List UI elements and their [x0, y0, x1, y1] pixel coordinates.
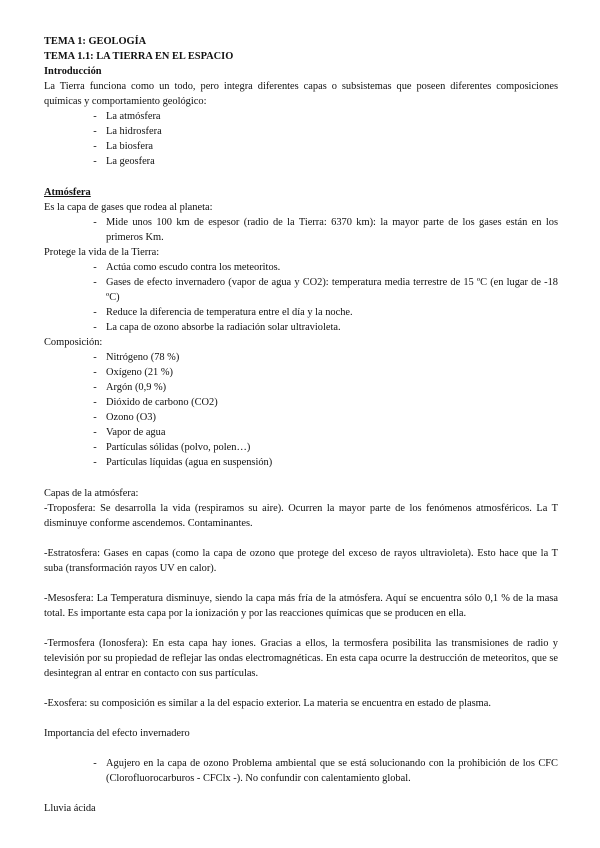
list-item: - Vapor de agua: [93, 427, 166, 438]
atmosfera-definition: Es la capa de gases que rodea al planeta:: [44, 202, 213, 213]
list-item: - La capa de ozono absorbe la radiación solar ultravioleta.: [93, 322, 341, 333]
list-item: - Ozono (O3): [93, 412, 156, 423]
document-title: TEMA 1: GEOLOGÍA: [44, 36, 147, 47]
capa-termosfera: -Termosfera (Ionosfera): En esta capa hay iones. Gracias a ellos, la termosfera posibilita las transmisiones de radio y televisión por su propiedad de reflejar las ondas electromagnéticas. En esta capa ocurre la destrucción de meteoritos, que se desintegran al entrar en contacto con sus partículas.: [44, 638, 558, 679]
protege-label: Protege la vida de la Tierra:: [44, 247, 160, 258]
list-item: - Dióxido de carbono (CO2): [93, 397, 218, 408]
list-item: - Actúa como escudo contra los meteoritos.: [93, 262, 281, 273]
document-body: [44, 34, 558, 816]
protege-list: [44, 260, 558, 335]
list-item: - Agujero en la capa de ozono Problema ambiental que se está solucionando con la prohibición de los CFC (Clorofluorocarburos - CFClx -). No confundir con calentamiento global.: [93, 758, 558, 784]
importancia-list: [44, 756, 558, 786]
list-item: - Gases de efecto invernadero (vapor de agua y CO2): temperatura media terrestre de 15 ºC (en lugar de -18 ºC): [93, 277, 558, 303]
definition-list: [44, 215, 558, 245]
list-item: - Oxígeno (21 %): [93, 367, 173, 378]
list-item: - La atmósfera: [93, 111, 161, 122]
list-item: - Partículas sólidas (polvo, polen…): [93, 442, 251, 453]
list-item: - La biosfera: [93, 141, 154, 152]
importancia-label: Importancia del efecto invernadero: [44, 728, 190, 739]
list-item: - Mide unos 100 km de espesor (radio de la Tierra: 6370 km): la mayor parte de los gases están en los primeros Km.: [93, 217, 558, 243]
list-item: - Reduce la diferencia de temperatura entre el día y la noche.: [93, 307, 353, 318]
atmosfera-heading: Atmósfera: [44, 187, 91, 198]
document-subtitle: TEMA 1.1: LA TIERRA EN EL ESPACIO: [44, 51, 234, 62]
list-item: - La geosfera: [93, 156, 155, 167]
list-item: - Nitrógeno (78 %): [93, 352, 180, 363]
composicion-list: [44, 350, 558, 470]
intro-list: [44, 109, 558, 169]
list-item: - La hidrosfera: [93, 126, 162, 137]
capas-label: Capas de la atmósfera:: [44, 488, 139, 499]
intro-paragraph: La Tierra funciona como un todo, pero integra diferentes capas o subsistemas que poseen diferentes composiciones químicas y comportamiento geológico:: [44, 81, 558, 107]
list-item: - Partículas líquidas (agua en suspensión): [93, 457, 273, 468]
list-item: - Argón (0,9 %): [93, 382, 167, 393]
capa-mesosfera: -Mesosfera: La Temperatura disminuye, siendo la capa más fría de la atmósfera. Aquí se encuentra sólo 0,1 % de la masa total. Es importante esta capa por la ionización y por las reacciones químicas que se producen en ella.: [44, 593, 558, 619]
capa-estratosfera: -Estratosfera: Gases en capas (como la capa de ozono que protege del exceso de rayos ultravioleta). Esto hace que la T suba (transformación rayos UV en calor).: [44, 548, 558, 574]
intro-heading: Introducción: [44, 66, 102, 77]
capa-exosfera: -Exosfera: su composición es similar a la del espacio exterior. La materia se encuentra en estado de plasma.: [44, 698, 491, 709]
composicion-label: Composición:: [44, 337, 103, 348]
capa-troposfera: -Troposfera: Se desarrolla la vida (respiramos su aire). Ocurren la mayor parte de los fenómenos atmosféricos. La T disminuye conforme ascendemos. Contaminantes.: [44, 503, 558, 529]
lluvia-acida-label: Lluvia ácida: [44, 803, 96, 814]
